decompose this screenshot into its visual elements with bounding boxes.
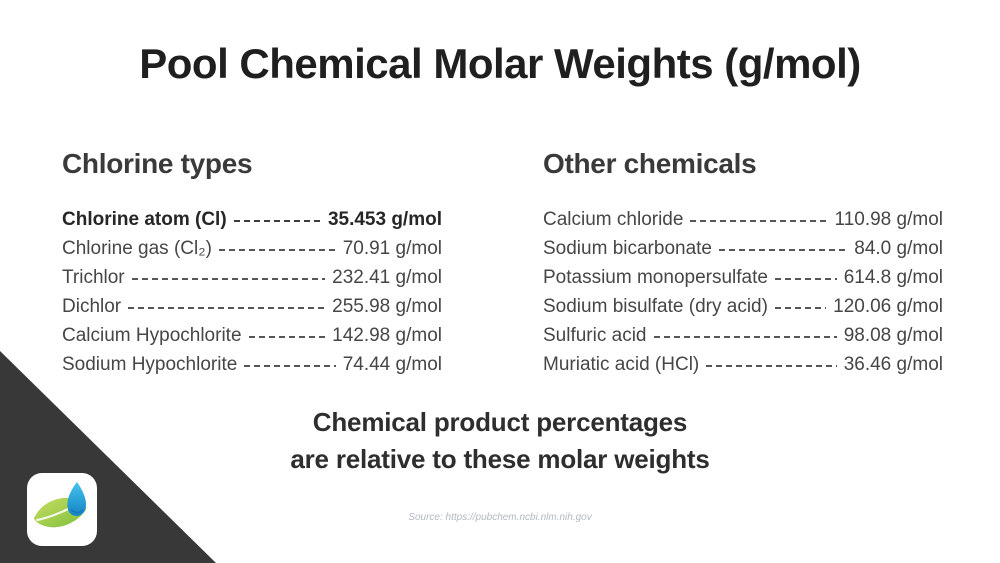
chemical-row bbox=[62, 321, 442, 350]
chemical-name: Calcium Hypochlorite bbox=[62, 324, 242, 346]
chemical-value: 110.98 g/mol bbox=[834, 208, 943, 230]
chemical-value: 232.41 g/mol bbox=[332, 266, 442, 288]
column-heading: Other chemicals bbox=[543, 148, 757, 179]
chemical-name: Chlorine atom (Cl) bbox=[62, 208, 227, 230]
chemical-value: 120.06 g/mol bbox=[833, 295, 943, 317]
chemical-name: Sodium Hypochlorite bbox=[62, 353, 238, 375]
dash-leader bbox=[234, 220, 321, 222]
chemical-name: Sodium bicarbonate bbox=[543, 237, 712, 259]
dash-leader bbox=[249, 336, 326, 338]
dash-leader bbox=[654, 336, 837, 338]
page-title: Pool Chemical Molar Weights (g/mol) bbox=[139, 40, 861, 87]
chemical-value: 98.08 g/mol bbox=[843, 324, 943, 346]
chemical-row bbox=[543, 263, 943, 292]
chemical-row bbox=[543, 292, 943, 321]
chemical-name: Calcium chloride bbox=[543, 208, 684, 230]
chemical-value: 614.8 g/mol bbox=[843, 266, 943, 288]
dash-leader bbox=[132, 278, 326, 280]
chemical-value: 35.453 g/mol bbox=[327, 208, 442, 230]
logo-tile bbox=[27, 473, 97, 546]
chemical-columns bbox=[62, 147, 943, 379]
column-chlorine-types bbox=[62, 147, 442, 379]
dash-leader bbox=[690, 220, 827, 222]
dash-leader bbox=[219, 249, 336, 251]
chemical-name: Sodium bisulfate (dry acid) bbox=[543, 295, 768, 317]
footnote-line-2: are relative to these molar weights bbox=[290, 444, 710, 474]
chemical-row bbox=[543, 234, 943, 263]
chemical-value: 84.0 g/mol bbox=[854, 237, 943, 259]
chemical-row bbox=[543, 321, 943, 350]
footnote bbox=[0, 404, 1000, 478]
chemical-value: 142.98 g/mol bbox=[332, 324, 442, 346]
dash-leader bbox=[719, 249, 847, 251]
chemical-name: Potassium monopersulfate bbox=[543, 266, 768, 288]
chemical-row bbox=[62, 263, 442, 292]
chemical-name: Muriatic acid (HCl) bbox=[543, 353, 700, 375]
chemical-row bbox=[62, 292, 442, 321]
source-text: Source: https://pubchem.ncbi.nlm.nih.gov bbox=[408, 512, 592, 523]
chemical-name: Sulfuric acid bbox=[543, 324, 647, 346]
chemical-row bbox=[62, 350, 442, 379]
chemical-name: Dichlor bbox=[62, 295, 122, 317]
dash-leader bbox=[244, 365, 335, 367]
chemical-value: 255.98 g/mol bbox=[332, 295, 442, 317]
chemical-name: Trichlor bbox=[62, 266, 125, 288]
chemical-row bbox=[62, 234, 442, 263]
dash-leader bbox=[775, 307, 826, 309]
chemical-value: 74.44 g/mol bbox=[342, 353, 442, 375]
column-other-chemicals bbox=[543, 147, 943, 379]
chemical-value: 70.91 g/mol bbox=[342, 237, 442, 259]
chemical-value: 36.46 g/mol bbox=[843, 353, 943, 375]
chemical-row bbox=[543, 350, 943, 379]
chemical-name: Chlorine gas (Cl₂) bbox=[62, 237, 212, 259]
dash-leader bbox=[128, 307, 325, 309]
column-heading: Chlorine types bbox=[62, 148, 253, 179]
chemical-row bbox=[543, 205, 943, 234]
dash-leader bbox=[706, 365, 836, 367]
footnote-line-1: Chemical product percentages bbox=[312, 407, 688, 437]
dash-leader bbox=[775, 278, 837, 280]
chemical-row bbox=[62, 205, 442, 234]
